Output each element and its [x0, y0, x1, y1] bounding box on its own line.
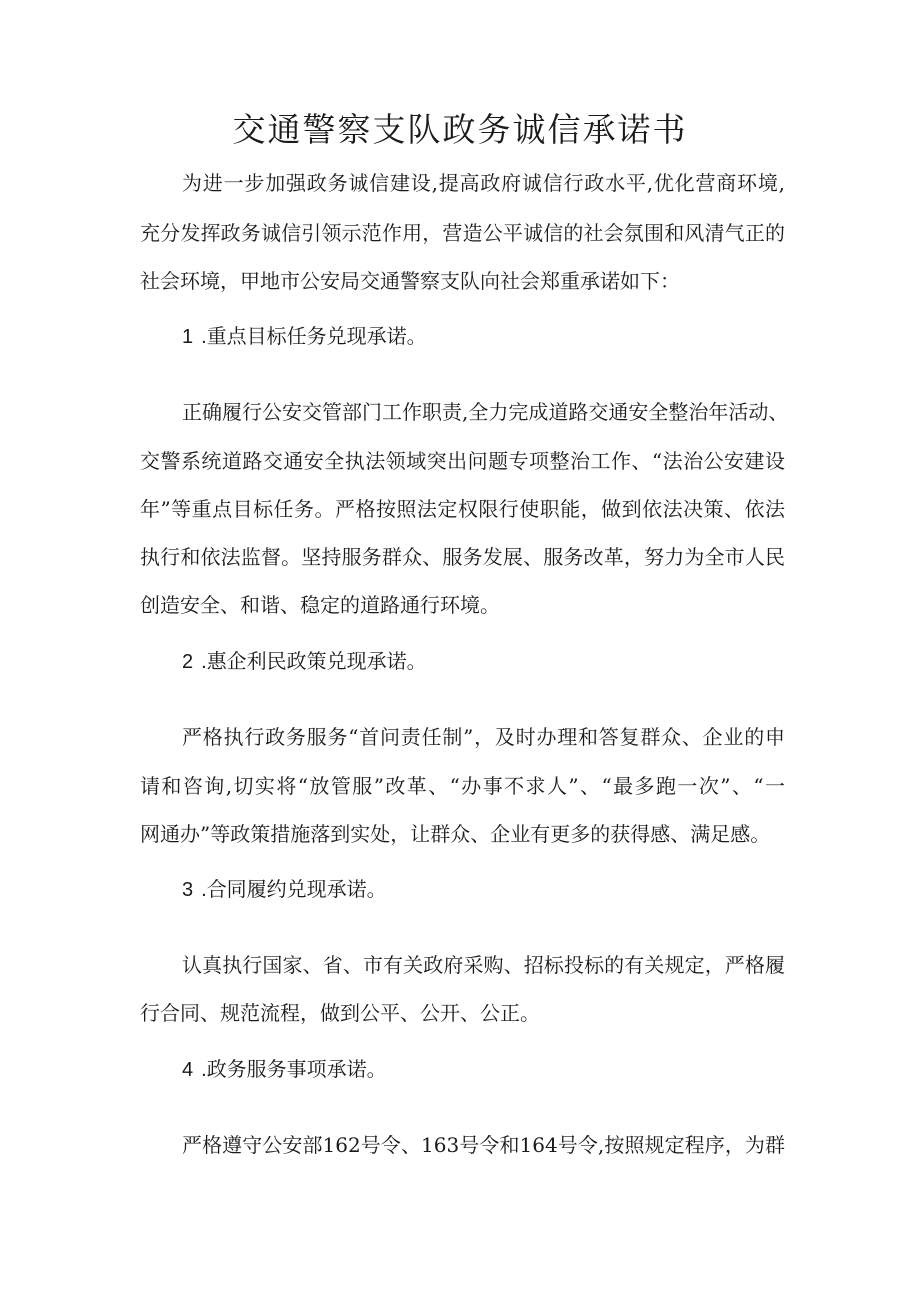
section-number: 3 — [182, 879, 194, 901]
section-number: 2 — [182, 651, 194, 673]
section-heading-text: 合同履约兑现承诺。 — [206, 877, 387, 901]
section-heading: 2 .惠企利民政策兑现承诺。 — [182, 649, 427, 673]
section-heading-text: 政务服务事项承诺。 — [206, 1057, 387, 1081]
paragraph-line: 交警系统道路交通安全执法领域突出问题专项整治工作、“法治公安建设 — [140, 449, 785, 473]
paragraph-line: 严格执行政务服务“首问责任制”，及时办理和答复群众、企业的申 — [182, 725, 785, 749]
paragraph-line: 执行和依法监督。坚持服务群众、服务发展、服务改革，努力为全市人民 — [140, 545, 785, 569]
paragraph-line: 网通办”等政策措施落到实处，让群众、企业有更多的获得感、满足感。 — [140, 822, 771, 846]
paragraph-line: 创造安全、和谐、稳定的道路通行环境。 — [140, 593, 500, 617]
paragraph-line: 认真执行国家、省、市有关政府采购、招标投标的有关规定，严格履 — [182, 953, 785, 977]
document-title: 交通警察支队政务诚信承诺书 — [232, 110, 688, 149]
intro-line: 充分发挥政务诚信引领示范作用，营造公平诚信的社会氛围和风清气正的 — [140, 221, 785, 245]
section-number: 1 — [182, 326, 194, 348]
section-heading: 1 .重点目标任务兑现承诺。 — [182, 324, 427, 348]
section-heading-text: 惠企利民政策兑现承诺。 — [206, 649, 427, 673]
section-number: 4 — [182, 1059, 194, 1081]
paragraph-line: 请和咨询,切实将“放管服”改革、“办事不求人”、“最多跑一次”、“一 — [140, 774, 785, 798]
section-heading: 4 .政务服务事项承诺。 — [182, 1057, 387, 1081]
paragraph-line: 年”等重点目标任务。严格按照法定权限行使职能，做到依法决策、依法 — [140, 497, 785, 521]
intro-line: 为进一步加强政务诚信建设,提高政府诚信行政水平,优化营商环境, — [182, 171, 785, 195]
intro-line: 社会环境，甲地市公安局交通警察支队向社会郑重承诺如下： — [140, 269, 680, 293]
paragraph-line: 正确履行公安交管部门工作职责,全力完成道路交通安全整治年活动、 — [182, 400, 789, 424]
section-heading-text: 重点目标任务兑现承诺。 — [206, 324, 427, 348]
paragraph-line: 行合同、规范流程，做到公平、公开、公正。 — [140, 1001, 540, 1025]
paragraph-line: 严格遵守公安部162号令、163号令和164号令,按照规定程序，为群 — [182, 1133, 785, 1157]
section-heading: 3 .合同履约兑现承诺。 — [182, 877, 387, 901]
